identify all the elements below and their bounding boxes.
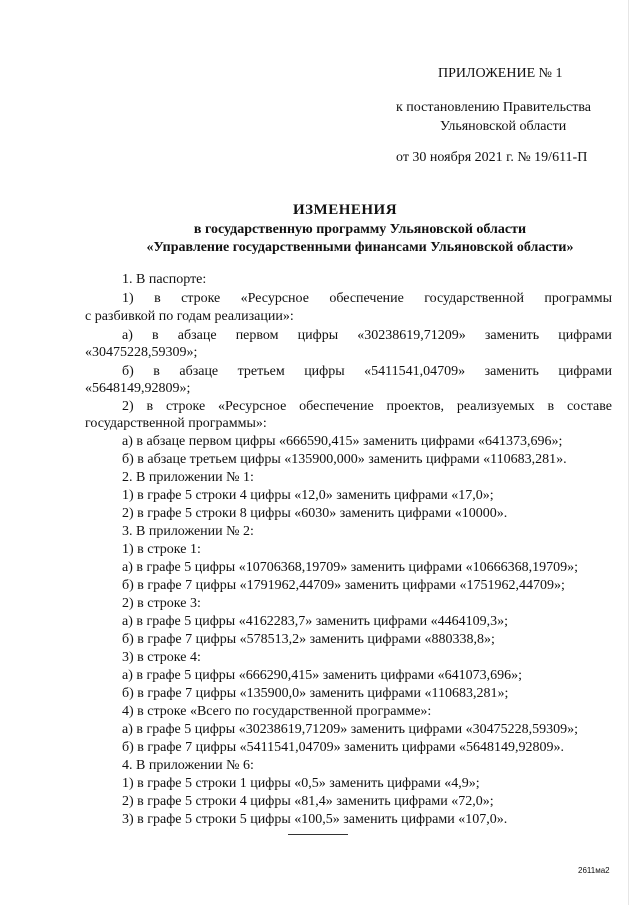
body-line: а) в графе 5 цифры «666290,415» заменить цифрами «641073,696»;: [122, 668, 523, 683]
body-line: 2) в графе 5 строки 8 цифры «6030» заменить цифрами «10000».: [122, 506, 508, 521]
body-line: 3) в строке 4:: [122, 650, 201, 665]
body-line: 3) в графе 5 строки 5 цифры «100,5» заменить цифрами «107,0».: [122, 812, 508, 827]
justified-line: [122, 328, 612, 344]
word: строке: [165, 399, 206, 414]
body-line: с разбивкой по годам реализации»:: [85, 309, 294, 324]
body-line: а) в графе 5 цифры «4162283,7» заменить цифрами «4464109,3»;: [122, 614, 509, 629]
body-line: а) в абзаце первом цифры «666590,415» заменить цифрами «641373,696»;: [122, 434, 563, 449]
word: составе: [566, 399, 612, 414]
word: «Ресурсное: [240, 291, 309, 306]
word: «30238619,71209»: [357, 328, 466, 343]
body-line: б) в абзаце третьем цифры «135900,000» заменить цифрами «110683,281».: [122, 452, 567, 467]
document-title: ИЗМЕНЕНИЯ: [292, 202, 398, 218]
body-line: б) в графе 7 цифры «135900,0» заменить цифрами «110683,281»;: [122, 686, 509, 701]
body-line: «5648149,92809»;: [85, 381, 191, 396]
word: цифрами: [558, 364, 612, 379]
body-line: 2) в строке 3:: [122, 596, 201, 611]
word: в: [146, 399, 154, 414]
body-line: 2) в графе 5 строки 4 цифры «81,4» заменить цифрами «72,0»;: [122, 794, 494, 809]
word: строке: [181, 291, 221, 306]
word: «Ресурсное: [218, 399, 287, 414]
word: программы: [544, 291, 612, 306]
word: в: [152, 328, 159, 343]
title-subtitle-1: в государственную программу Ульяновской области: [193, 222, 527, 237]
body-line: б) в графе 7 цифры «578513,2» заменить цифрами «880338,8»;: [122, 632, 495, 647]
scan-edge-line: [628, 0, 629, 905]
word: абзаце: [177, 328, 217, 343]
word: абзаце: [179, 364, 219, 379]
body-line: государственной программы»:: [85, 416, 267, 431]
word: государственной: [424, 291, 525, 306]
word: 2): [122, 399, 134, 414]
body-line: б) в графе 7 цифры «1791962,44709» заменить цифрами «1751962,44709»;: [122, 578, 565, 593]
word: третьем: [237, 364, 285, 379]
word: заменить: [484, 328, 540, 343]
word: обеспечение: [329, 291, 404, 306]
body-line: 1) в графе 5 строки 4 цифры «12,0» заменить цифрами «17,0»;: [122, 488, 494, 503]
word: заменить: [484, 364, 539, 379]
body-line: 4) в строке «Всего по государственной программе»:: [122, 704, 432, 719]
justified-line: [122, 364, 612, 380]
justified-line: [122, 399, 612, 415]
word: цифры: [304, 364, 345, 379]
word: а): [122, 328, 133, 343]
body-line: 1) в графе 5 строки 1 цифры «0,5» заменить цифрами «4,9»;: [122, 776, 480, 791]
appendix-label: ПРИЛОЖЕНИЕ № 1: [438, 66, 563, 81]
body-line: а) в графе 5 цифры «10706368,19709» заменить цифрами «10666368,19709»;: [122, 560, 579, 575]
section-2-heading: 2. В приложении № 1:: [122, 470, 254, 485]
region-name: Ульяновской области: [440, 119, 567, 134]
body-line: 1) в строке 1:: [122, 542, 201, 557]
word: в: [547, 399, 555, 414]
body-line: а) в графе 5 цифры «30238619,71209» заменить цифрами «30475228,59309»;: [122, 722, 579, 737]
title-subtitle-2: «Управление государственными финансами Ульяновской области»: [146, 240, 574, 255]
section-3-heading: 3. В приложении № 2:: [122, 524, 254, 539]
justified-line: [122, 291, 612, 307]
word: б): [122, 364, 134, 379]
word: цифры: [297, 328, 339, 343]
word: первом: [235, 328, 279, 343]
resolution-date-number: от 30 ноября 2021 г. № 19/611-П: [396, 150, 588, 165]
word: в: [154, 291, 161, 306]
body-line: «30475228,59309»;: [85, 345, 198, 360]
word: реализуемых: [456, 399, 535, 414]
word: 1): [122, 291, 134, 306]
word: цифрами: [558, 328, 612, 343]
word: в: [153, 364, 160, 379]
section-4-heading: 4. В приложении № 6:: [122, 758, 254, 773]
closing-separator-line: [288, 834, 348, 835]
word: «5411541,04709»: [364, 364, 466, 379]
resolution-reference: к постановлению Правительства: [396, 100, 592, 115]
document-code: 2611ма2: [578, 866, 610, 875]
word: проектов,: [386, 399, 445, 414]
word: обеспечение: [299, 399, 374, 414]
body-line: б) в графе 7 цифры «5411541,04709» заменить цифрами «5648149,92809».: [122, 740, 565, 755]
section-1-heading: 1. В паспорте:: [122, 272, 207, 287]
